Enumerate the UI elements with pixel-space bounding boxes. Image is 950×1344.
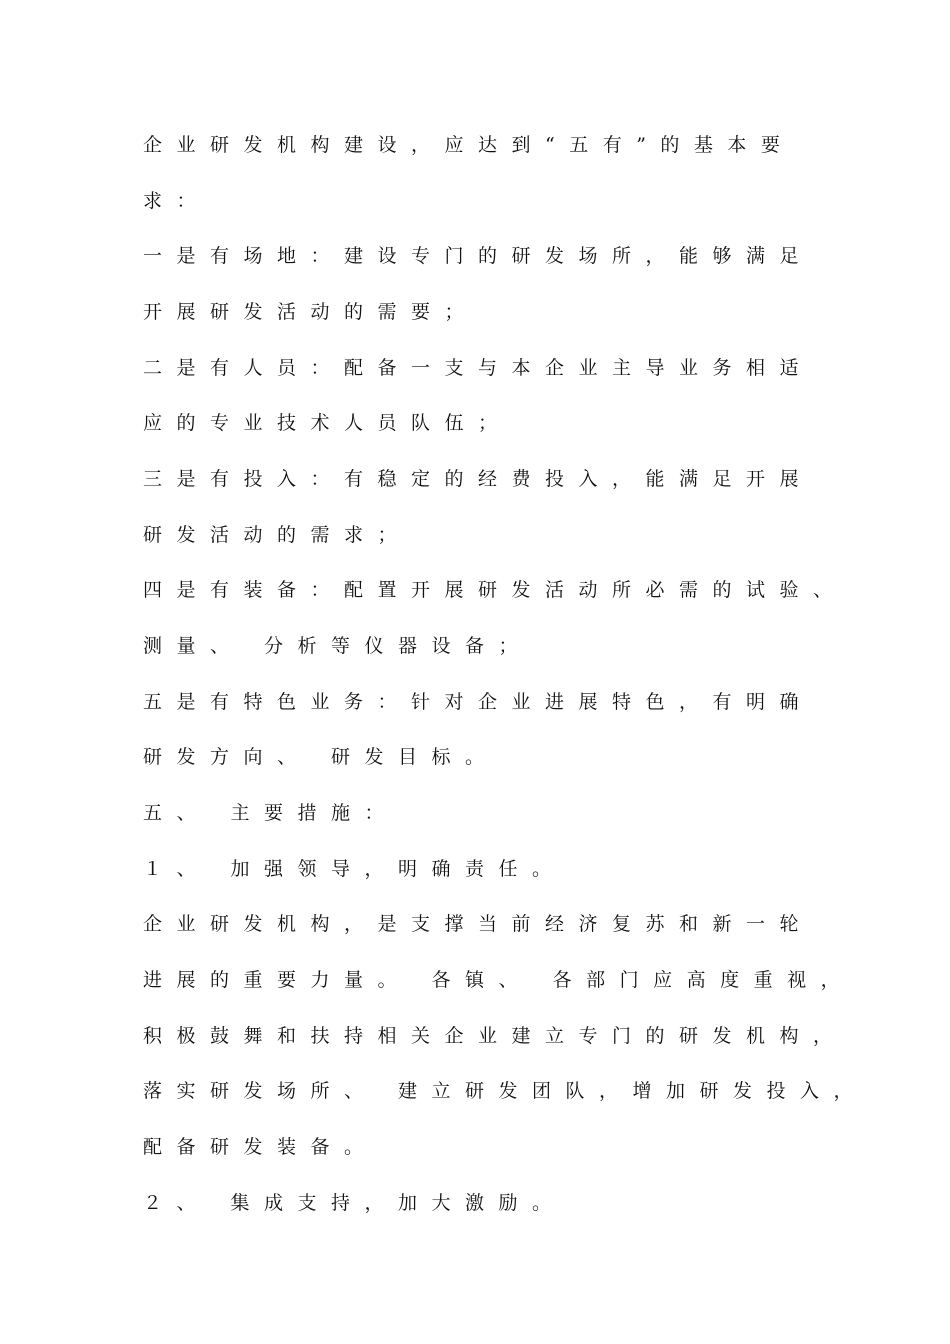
subsection-heading: ２、 集成支持，加大激励。 (143, 1192, 566, 1214)
text-line: 研发方向、 研发目标。 (143, 746, 499, 768)
text-line: 开展研发活动的需要； (143, 301, 479, 323)
text-line: 一是有场地：建设专门的研发场所，能够满足 (143, 245, 814, 267)
subsection-heading: １、 加强领导，明确责任。 (143, 858, 566, 880)
text-line: 研发活动的需求； (143, 524, 412, 546)
text-line: 三是有投入：有稳定的经费投入，能满足开展 (143, 468, 814, 490)
text-line: 四是有装备：配置开展研发活动所必需的试验、 (143, 579, 847, 601)
text-line: 应的专业技术人员队伍； (143, 412, 512, 434)
text-line: 配备研发装备。 (143, 1136, 378, 1158)
text-line: 测量、 分析等仪器设备； (143, 635, 533, 657)
text-line: 求： (143, 190, 211, 212)
text-line: 企业研发机构建设，应达到“五有”的基本要 (143, 134, 795, 156)
text-line: 落实研发场所、 建立研发团队，增加研发投入， (143, 1080, 868, 1102)
text-line: 企业研发机构，是支撑当前经济复苏和新一轮 (143, 913, 814, 935)
text-line: 积极鼓舞和扶持相关企业建立专门的研发机构， (143, 1025, 847, 1047)
section-heading: 五、 主要措施： (143, 802, 399, 824)
text-line: 进展的重要力量。 各镇、 各部门应高度重视， (143, 969, 855, 991)
text-line: 五是有特色业务：针对企业进展特色，有明确 (143, 691, 814, 713)
text-line: 二是有人员：配备一支与本企业主导业务相适 (143, 357, 814, 379)
